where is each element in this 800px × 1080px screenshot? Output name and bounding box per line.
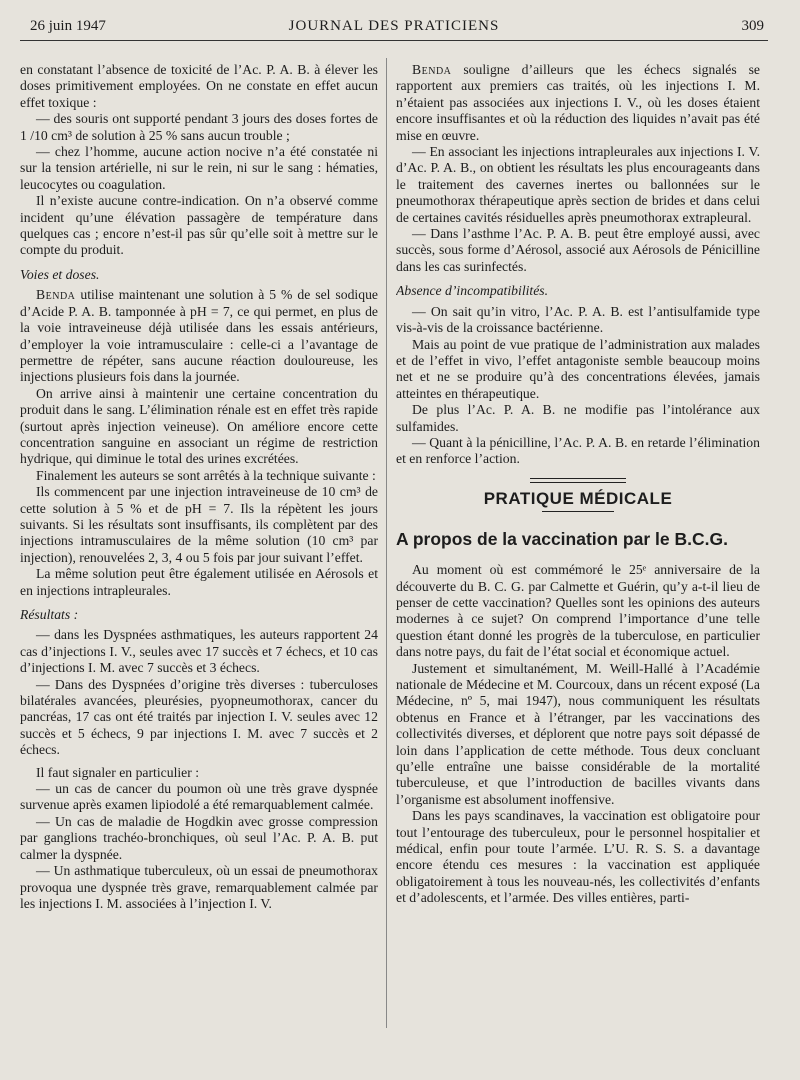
- paragraph: Finalement les auteurs se sont arrêtés à la technique suivante :: [36, 467, 376, 483]
- section-title: PRATIQUE MÉDICALE: [483, 488, 673, 508]
- paragraph: Justement et simultanément, M. Weill-Hallé à l’Académie nationale de Médecine et M. Courcoux, dans un récent exposé (La Médecine, nº 5, mai 1947), nous communiquent les résultats obtenus en France et à l’étranger, par les vaccinations des collectivités diverses, et déplorent que notre pays soit dépassé de loin dans l’application de cette méthode. Tous deux concluant qu’elle entraîne une baisse considérable de la mortalité tuberculeuse, et que l’introduction de bacilles vivants dans l’organisme est absolument inoffensive.: [396, 660, 760, 807]
- author-name: Benda: [36, 287, 76, 303]
- paragraph: — En associant les injections intrapleurales aux injections I. V. d’Ac. P. A. B., on obtient les résultats les plus encourageants dans le traitement des cavernes inertes ou ballonnées sur le pneumothorax thérapeutique après section de brides et dans celui de certaines cavités résiduelles après pneumothorax extrapleural.: [396, 144, 760, 225]
- paragraph: en constatant l’absence de toxicité de l’Ac. P. A. B. à élever les doses primitivement employées. On ne constate en effet aucun effet toxique :: [20, 62, 378, 110]
- column-divider: [386, 58, 387, 1028]
- paragraph: De plus l’Ac. P. A. B. ne modifie pas l’intolérance aux sulfamides.: [396, 402, 760, 434]
- paragraph: — Dans des Dyspnées d’origine très diverses : tuberculoses bilatérales avancées, pleurésies, pyopneumothorax, cancer du pancréas, 17 cas ont été traités par injection I. V. seules avec 12 succès et 5 échecs, 9 par injections I. M. avec 7 succès et 2 échecs.: [20, 676, 378, 758]
- journal-title: JOURNAL DES PRATICIENS: [288, 18, 500, 34]
- paragraph: On arrive ainsi à maintenir une certaine concentration du produit dans le sang. L’élimination rénale est en effet très rapide (surtout après injection veineuse). On améliore encore cette concentration sanguine en associant un régime de restriction hydrique, qui diminue le total des urines excrétées.: [20, 385, 378, 467]
- subheading-incompatibilites: Absence d’incompatibilités.: [396, 283, 549, 299]
- article-title: A propos de la vaccination par le B.C.G.: [396, 529, 728, 550]
- paragraph: — Dans l’asthme l’Ac. P. A. B. peut être employé aussi, avec succès, sous forme d’Aérosol, associé aux Aérosols de Pénicilline dans les cas surinfectés.: [396, 226, 760, 274]
- paragraph: — un cas de cancer du poumon où une très grave dyspnée survenue après examen lipiodolé a été remarquablement calmée.: [20, 781, 378, 813]
- left-column: [20, 62, 378, 1062]
- header-date: 26 juin 1947: [30, 18, 106, 34]
- right-column: [396, 62, 760, 1062]
- subheading-resultats: Résultats :: [20, 607, 79, 622]
- paragraph: — On sait qu’in vitro, l’Ac. P. A. B. est l’antisulfamide type vis-à-vis de la croissance bactérienne.: [396, 303, 760, 336]
- rule-ornament: [542, 511, 614, 512]
- paragraph-text: souligne d’ailleurs que les échecs signalés se rapportent aux premiers cas traités, où les injections I. M. n’étaient pas associées aux injections I. V., où les doses étaient encore insuffisantes et où la réduction des liquides n’avait pas été mise en œuvre.: [396, 62, 760, 143]
- paragraph: [20, 287, 378, 385]
- page-number: 309: [741, 18, 764, 34]
- paragraph: [396, 62, 760, 144]
- running-header: [20, 16, 768, 41]
- paragraph: Au moment où est commémoré le 25ᵉ anniversaire de la découverte du B. C. G. par Calmette et Guérin, qu’y a-t-il lieu de penser de cette vaccination? Quelles sont les opinions des auteurs modernes à ce sujet? On comprend l’importance d’une telle question étant donné les progrès de la tuberculose, en particulier dans notre pays, du fait de l’état social et économique actuel.: [396, 562, 760, 660]
- paragraph: La même solution peut être également utilisée en Aérosols et en injections intrapleurales.: [20, 566, 378, 598]
- paragraph: — Un asthmatique tuberculeux, où un essai de pneumothorax provoqua une dyspnée très grave, remarquablement calmée par les injections I. M. associées à l’injection I. V.: [20, 863, 378, 911]
- paragraph: — Quant à la pénicilline, l’Ac. P. A. B. en retarde l’élimination et en renforce l’action.: [396, 434, 760, 467]
- double-rule-ornament: [530, 478, 626, 483]
- subheading-voies-doses: Voies et doses.: [20, 266, 100, 282]
- paragraph: Ils commencent par une injection intraveineuse de 10 cm³ de cette solution à 5 % et de pH = 7. Ils la répètent les jours suivants. Si les résultats sont insuffisants, ils complètent par des injections intramusculaires de la même solution (10 cm³ par injection), renouvelées 2, 3, 4 ou 5 fois par jour suivant l’effet.: [20, 484, 378, 565]
- paragraph: — Un cas de maladie de Hogdkin avec grosse compression par ganglions trachéo-bronchiques, où seul l’Ac. P. A. B. put calmer la dyspnée.: [20, 813, 378, 862]
- paragraph: — chez l’homme, aucune action nocive n’a été constatée ni sur la tension artérielle, ni sur le rein, ni sur le sang : hématies, leucocytes ou coagulation.: [20, 144, 378, 192]
- paragraph: Dans les pays scandinaves, la vaccination est obligatoire pour tout l’entourage des tuberculeux, pour le personnel hospitalier et médical, enfin pour toute l’armée. L’U. R. S. S. a davantage encore étendu ces mesures : la vaccination est appliquée obligatoirement à tous les nouveau-nés, les collectivités d’enfants et d’adolescents, et l’armée. Des villes entières, parti-: [396, 808, 760, 906]
- paragraph-text: utilise maintenant une solution à 5 % de sel sodique d’Acide P. A. B. tamponnée à pH = 7, ce qui permet, en plus de la voie intraveineuse déjà utilisée dans les essais antérieurs, d’employer la voie intramusculaire : celle-ci a l’avantage de permettre de répéter, sans aucune réaction douloureuse, les injections plusieurs fois dans la journée.: [20, 287, 378, 385]
- paragraph: Il faut signaler en particulier :: [36, 764, 200, 780]
- paragraph: — dans les Dyspnées asthmatiques, les auteurs rapportent 24 cas d’injections I. V., seules avec 17 succès et 7 échecs, et 10 cas d’injections I. M. avec 7 succès et 3 échecs.: [20, 627, 378, 676]
- paragraph: Il n’existe aucune contre-indication. On n’a observé comme incident qu’une élévation passagère de température dans quelques cas ; encore n’est-il pas sûr qu’elle soit à mettre sur le compte du produit.: [20, 193, 378, 258]
- author-name: Benda: [412, 62, 452, 77]
- paragraph: — des souris ont supporté pendant 3 jours des doses fortes de 1 /10 cm³ de solution à 25 % sans aucun trouble ;: [20, 111, 378, 143]
- paragraph: Mais au point de vue pratique de l’administration aux malades et de l’effet in vivo, l’effet antagoniste semble beaucoup moins net et ne se produire qu’à des concentrations élevées, jamais atteintes en thérapeutique.: [396, 336, 760, 401]
